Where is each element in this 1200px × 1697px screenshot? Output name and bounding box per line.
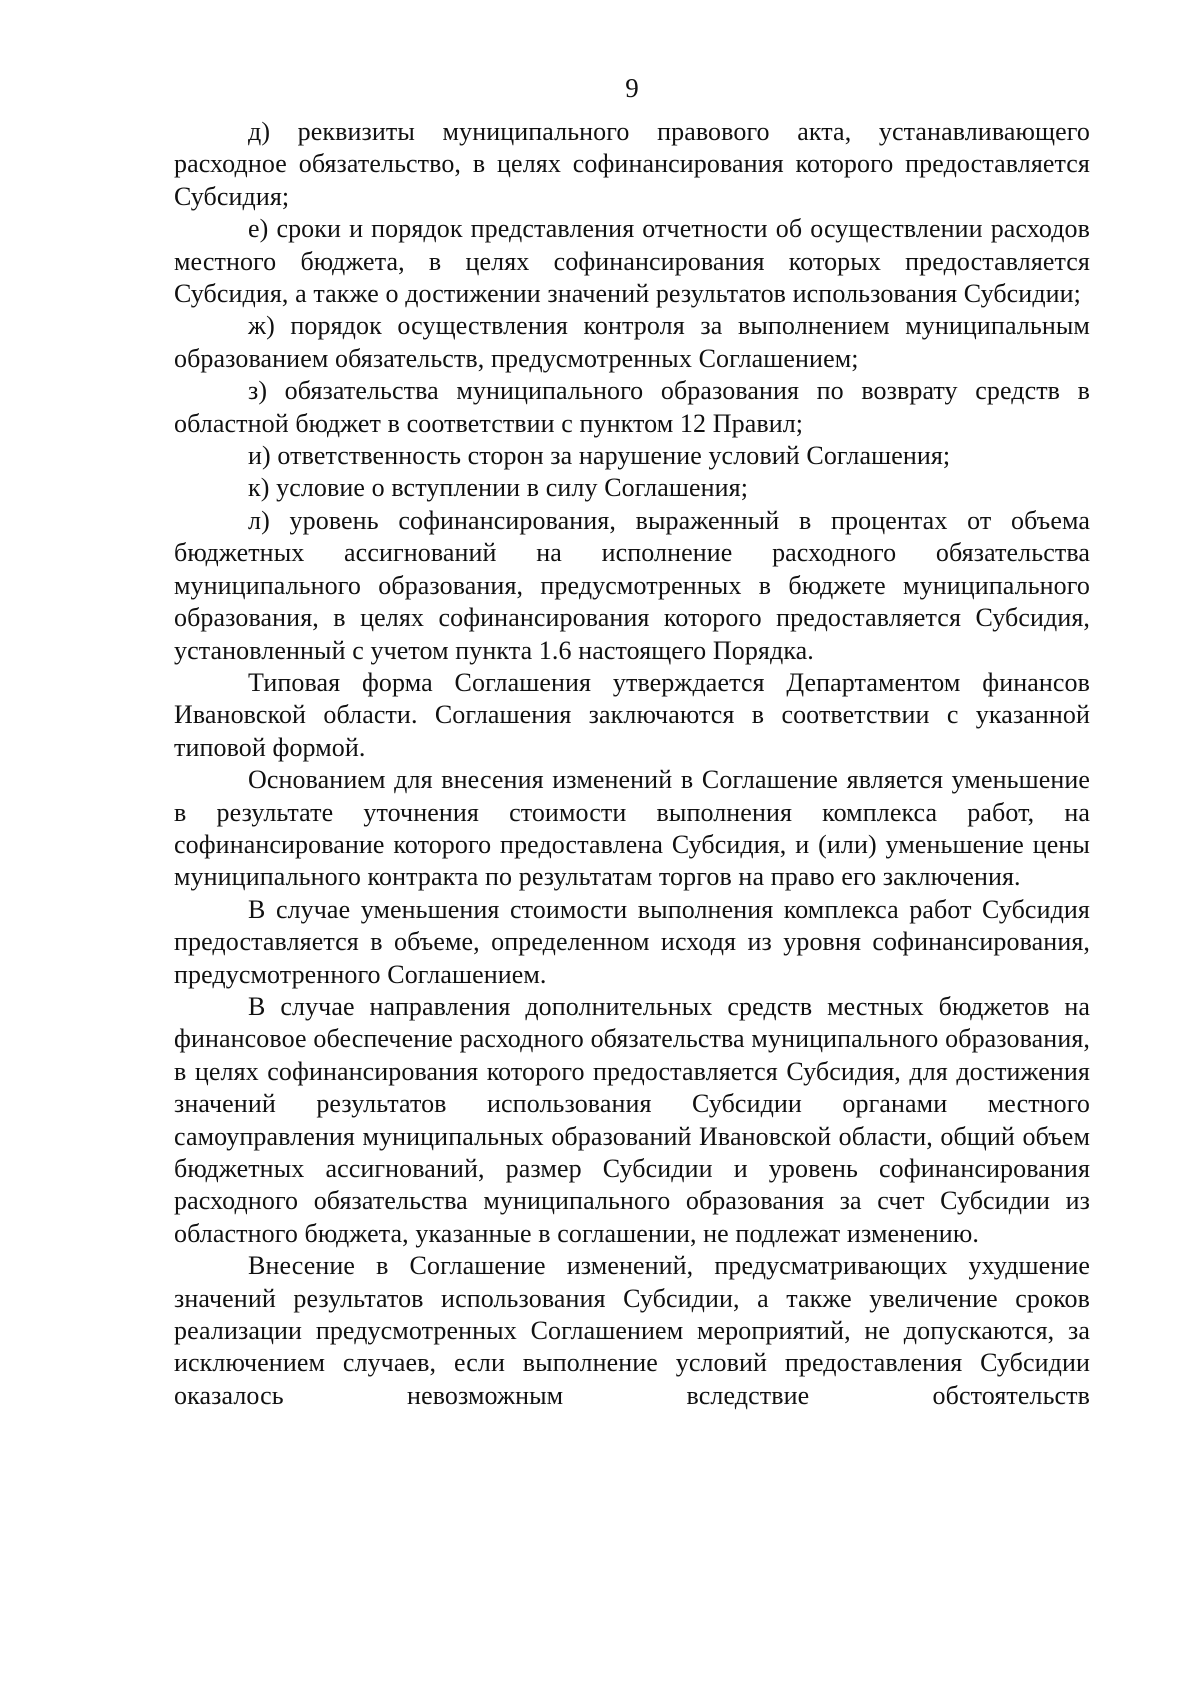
paragraph-cost-reduction: В случае уменьшения стоимости выполнения комплекса работ Субсидия предоставляется в объеме, определенном исходя из уровня софинансирования, предусмотренного Соглашением.	[174, 894, 1090, 989]
paragraph-z: з) обязательства муниципального образования по возврату средств в областной бюджет в соответствии с пунктом 12 Правил;	[174, 376, 1090, 438]
paragraph-e: е) сроки и порядок представления отчетности об осуществлении расходов местного бюджета, в целях софинансирования которых предоставляется Субсидия, а также о достижении значений результатов использования Субсидии;	[174, 214, 1090, 309]
paragraph-additional-funds: В случае направления дополнительных средств местных бюджетов на финансовое обеспечение расходного обязательства муниципального образования, в целях софинансирования которого предоставляется Субсидия, для достижения значений результатов использования Субсидии органами местного самоуправления муниципальных образований Ивановской области, общий объем бюджетных ассигнований, размер Субсидии и уровень софинансирования расходного обязательства муниципального образования за счет Субсидии из областного бюджета, указанные в соглашении, не подлежат изменению.	[174, 991, 1090, 1248]
document-body	[174, 116, 1090, 1412]
paragraph-l: л) уровень софинансирования, выраженный в процентах от объема бюджетных ассигнований на исполнение расходного обязательства муниципального образования, предусмотренных в бюджете муниципального образования, в целях софинансирования которого предоставляется Субсидия, установленный с учетом пункта 1.6 настоящего Порядка.	[174, 505, 1090, 665]
paragraph-i: и) ответственность сторон за нарушение условий Соглашения;	[248, 441, 951, 471]
paragraph-k: к) условие о вступлении в силу Соглашения;	[248, 473, 749, 503]
paragraph-standard-form: Типовая форма Соглашения утверждается Департаментом финансов Ивановской области. Соглашения заключаются в соответствии с указанной типовой формой.	[174, 667, 1090, 762]
paragraph-d: д) реквизиты муниципального правового акта, устанавливающего расходное обязательство, в целях софинансирования которого предоставляется Субсидия;	[174, 117, 1090, 211]
paragraph-grounds-for-amendment: Основанием для внесения изменений в Соглашение является уменьшение в результате уточнения стоимости выполнения комплекса работ, на софинансирование которого предоставлена Субсидия, и (или) уменьшение цены муниципального контракта по результатам торгов на право его заключения.	[174, 765, 1090, 892]
page-number: 9	[625, 73, 639, 103]
paragraph-amendments-restriction: Внесение в Соглашение изменений, предусматривающих ухудшение значений результатов использования Субсидии, а также увеличение сроков реализации предусмотренных Соглашением мероприятий, не допускаются, за исключением случаев, если выполнение условий предоставления Субсидии оказалось невозможным вследствие обстоятельств	[174, 1251, 1090, 1410]
paragraph-zh: ж) порядок осуществления контроля за выполнением муниципальным образованием обязательств, предусмотренных Соглашением;	[174, 311, 1090, 373]
